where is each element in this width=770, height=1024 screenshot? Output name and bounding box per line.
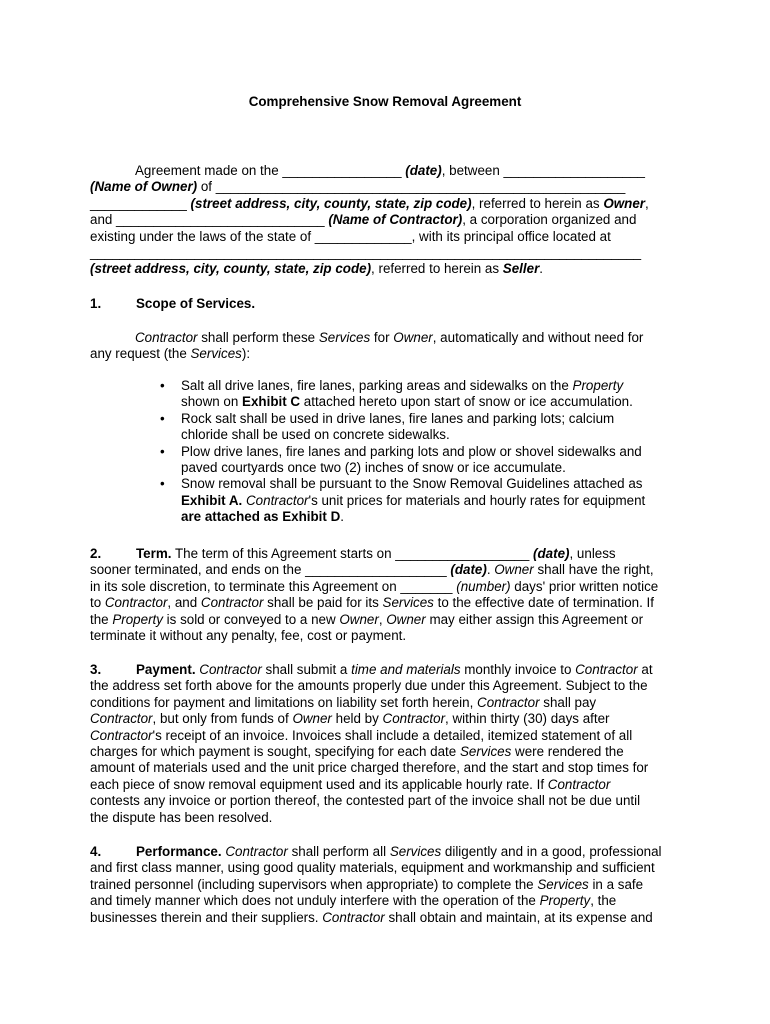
intro-line: Agreement made on the ________________ (date), between ___________________ — [135, 163, 646, 178]
list-item: • Salt all drive lanes, fire lanes, parking areas and sidewalks on the Property shown on Exhibit C attached hereto upon start of snow or ice accumulation. — [160, 378, 633, 410]
section-3-paragraph: 3. Payment. Contractor shall submit a time and materials monthly invoice to Contractor at the address set forth above for the amounts properly due under this Agreement. Subject to the conditions for payment and limitations on liability set forth herein, Contractor shall pay Contractor, but only from funds of Owner held by Contractor, within thirty (30) days after Contractor's receipt of an invoice. Invoices shall include a detailed, itemized statement of all charges for which payment is sought, specifying for each date Services were rendered the amount of materials used and the unit price charged therefore, and the start and stop times for each piece of snow removal equipment used and its applicable hourly rate. If Contractor contests any invoice or portion thereof, the contested part of the invoice shall not be due until the dispute has been resolved. — [90, 662, 653, 825]
bullet-icon: • — [160, 378, 165, 393]
intro-line: __________________________________________________________________________ — [90, 244, 642, 260]
intro-line: (street address, city, county, state, zip code), referred to herein as Seller. — [90, 261, 544, 277]
intro-line: existing under the laws of the state of _____________, with its principal office located at — [90, 228, 611, 244]
section-1-heading: 1. Scope of Services. — [90, 296, 256, 311]
list-item: • Plow drive lanes, fire lanes and parking lots and plow or shovel sidewalks and paved courtyards once two (2) inches of snow or ice accumulate. — [160, 443, 642, 475]
section-1-paragraph: Contractor shall perform these Services for Owner, automatically and without need for any request (the Services): — [90, 330, 644, 362]
section-4-paragraph: 4. Performance. Contractor shall perform all Services diligently and in a good, professional and first class manner, using good quality materials, equipment and workmanship and sufficient trained personnel (including supervisors when appropriate) to complete the Services in a safe and timely manner which does not unduly interfere with the operation of the Property, the businesses therein and their suppliers. Contractor shall obtain and maintain, at its expense and — [90, 844, 662, 925]
list-item: • Snow removal shall be pursuant to the Snow Removal Guidelines attached as Exhibit A. Contractor's unit prices for materials and hourly rates for equipment are attached as Exhibit D. — [160, 476, 646, 525]
document-title: Comprehensive Snow Removal Agreement — [248, 94, 522, 109]
intro-line: and ____________________________ (Name of Contractor), a corporation organized and — [90, 212, 637, 228]
bullet-icon: • — [160, 443, 165, 459]
bullet-icon: • — [160, 410, 165, 426]
bullet-icon: • — [160, 476, 165, 492]
services-bullet-list — [160, 378, 680, 526]
section-2-paragraph: 2. Term. The term of this Agreement starts on __________________ (date), unless sooner terminated, and ends on the ___________________ (date). Owner shall have the right, in its sole discretion, to terminate this Agreement on _______ (number) days' prior written notice to Contractor, and Contractor shall be paid for its Services to the effective date of termination. If the Property is sold or conveyed to a new Owner, Owner may either assign this Agreement or terminate it without any penalty, fee, cost or payment. — [90, 546, 659, 643]
intro-line: _____________ (street address, city, county, state, zip code), referred to herein as Owner, — [90, 195, 649, 211]
list-item: • Rock salt shall be used in drive lanes, fire lanes and parking lots; calcium chloride shall be used on concrete sidewalks. — [160, 410, 615, 443]
intro-paragraph — [90, 163, 680, 278]
intro-line: (Name of Owner) of _______________________________________________________ — [90, 179, 626, 195]
